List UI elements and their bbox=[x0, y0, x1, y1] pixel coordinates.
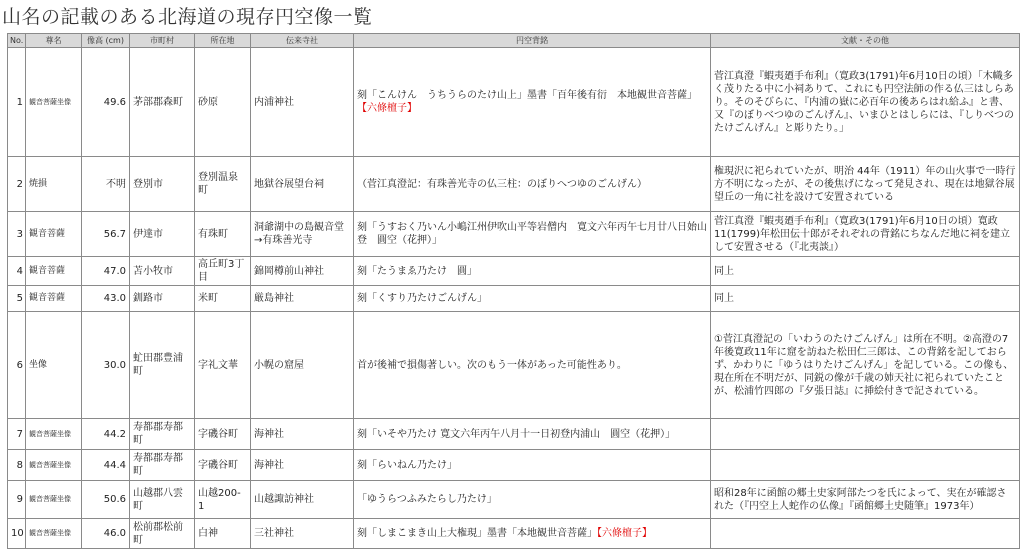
table-row bbox=[8, 48, 1020, 157]
row-place: 登別温泉町 bbox=[195, 157, 251, 212]
row-no: 7 bbox=[8, 419, 26, 450]
row-height: 不明 bbox=[82, 157, 130, 212]
row-notes: 菅江真澄『蝦夷廼手布利』（寛政3(1791)年6月10日の頃）寛政11(1799)年松田伝十郎がそれぞれの背銘にちなんだ地に祠を建立して安置させる（『北夷談』） bbox=[711, 212, 1020, 257]
row-name: 観音菩薩坐像 bbox=[26, 519, 82, 549]
row-name: 観音菩薩坐像 bbox=[26, 419, 82, 450]
row-shrine: 内浦神社 bbox=[251, 48, 354, 157]
row-notes: 同上 bbox=[711, 257, 1020, 286]
row-place: 米町 bbox=[195, 286, 251, 312]
row-place: 字磯谷町 bbox=[195, 450, 251, 481]
row-inscription bbox=[354, 450, 711, 481]
row-inscription bbox=[354, 48, 711, 157]
row-place: 字磯谷町 bbox=[195, 419, 251, 450]
row-name: 観音菩薩坐像 bbox=[26, 481, 82, 519]
row-inscription bbox=[354, 212, 711, 257]
row-place: 字礼文華 bbox=[195, 312, 251, 419]
row-no: 10 bbox=[8, 519, 26, 549]
row-notes bbox=[711, 519, 1020, 549]
row-inscription bbox=[354, 157, 711, 212]
row-shrine: 海神社 bbox=[251, 450, 354, 481]
row-city: 登別市 bbox=[130, 157, 195, 212]
row-shrine: 三社神社 bbox=[251, 519, 354, 549]
inscription-text: 刻「らいねん乃たけ」 bbox=[357, 459, 457, 471]
table-row bbox=[8, 481, 1020, 519]
row-place: 山越200-1 bbox=[195, 481, 251, 519]
row-inscription bbox=[354, 286, 711, 312]
row-name: 観音菩薩 bbox=[26, 286, 82, 312]
row-height: 49.6 bbox=[82, 48, 130, 157]
header-place: 所在地 bbox=[195, 34, 251, 48]
row-no: 6 bbox=[8, 312, 26, 419]
row-notes: 権現沢に祀られていたが、明治 44年（1911）年の山火事で一時行方不明になったが、その後焦げになって発見され、現在は地獄谷展望丘の一角に社を設けて安置されている bbox=[711, 157, 1020, 212]
header-inscription: 円空背銘 bbox=[354, 34, 711, 48]
inscription-text: 首が後補で損傷著しい。次のもう一体があった可能性あり。 bbox=[357, 359, 627, 371]
row-no: 8 bbox=[8, 450, 26, 481]
row-city: 山越郡八雲町 bbox=[130, 481, 195, 519]
row-name: 焼損 bbox=[26, 157, 82, 212]
inscription-red-text: 【六條檀子】 bbox=[357, 103, 417, 114]
row-place: 砂原 bbox=[195, 48, 251, 157]
table-row bbox=[8, 257, 1020, 286]
row-notes: 昭和28年に函館の郷土史家阿部たつを氏によって、実在が確認された（『円空上人蛇作の仏像』『函館郷土史随筆』1973年） bbox=[711, 481, 1020, 519]
row-notes bbox=[711, 419, 1020, 450]
row-no: 3 bbox=[8, 212, 26, 257]
table-row bbox=[8, 450, 1020, 481]
inscription-text: （菅江真澄記：有珠善光寺の仏三柱：のぼりへつゆのごんげん） bbox=[357, 178, 647, 190]
inscription-text: 刻「くすり乃たけごんげん」 bbox=[357, 293, 487, 304]
row-inscription bbox=[354, 519, 711, 549]
row-city: 寿都郡寿都町 bbox=[130, 450, 195, 481]
row-shrine: 地獄谷展望台祠 bbox=[251, 157, 354, 212]
row-name: 観音菩薩 bbox=[26, 257, 82, 286]
row-inscription bbox=[354, 257, 711, 286]
row-city: 釧路市 bbox=[130, 286, 195, 312]
row-shrine: 洞爺湖中の島観音堂→有珠善光寺 bbox=[251, 212, 354, 257]
row-shrine: 小幌の窟屋 bbox=[251, 312, 354, 419]
inscription-red-text: 【六條檀子】 bbox=[597, 528, 652, 539]
row-height: 56.7 bbox=[82, 212, 130, 257]
row-notes: ①菅江真澄記の「いわうのたけごんげん」は所在不明。②高澄の7年後寛政11年に窟を訪ねた松田仁三郎は、この背銘を記しておらず、かわりに「ゆうはりたけごんげん」を記している。この像も、現在所在不明だが、同鋭の像が千歳の姉天社に祀られていたことが、松浦竹四郎の『夕張日誌』に挿絵付きで記されている。 bbox=[711, 312, 1020, 419]
row-no: 1 bbox=[8, 48, 26, 157]
row-height: 50.6 bbox=[82, 481, 130, 519]
row-inscription bbox=[354, 481, 711, 519]
row-height: 43.0 bbox=[82, 286, 130, 312]
row-no: 2 bbox=[8, 157, 26, 212]
table-row bbox=[8, 212, 1020, 257]
row-notes: 同上 bbox=[711, 286, 1020, 312]
row-no: 9 bbox=[8, 481, 26, 519]
page-title: 山名の記載のある北海道の現存円空像一覧 bbox=[2, 6, 373, 28]
header-city: 市町村 bbox=[130, 34, 195, 48]
header-row bbox=[8, 34, 1020, 48]
row-name: 観音菩薩 bbox=[26, 212, 82, 257]
row-height: 46.0 bbox=[82, 519, 130, 549]
row-name: 坐像 bbox=[26, 312, 82, 419]
header-no: No. bbox=[8, 34, 26, 48]
table-row bbox=[8, 519, 1020, 549]
row-place: 白神 bbox=[195, 519, 251, 549]
row-notes: 菅江真澄『蝦夷廼手布利』（寛政3(1791)年6月10日の頃）「木幟多く茂りたる中に小祠ありて、これにも円空法師の作る仏三はしらあり。そのそびらに、『内浦の嶽に必百年の後あらはれ給ふ』と書、又『のぼりべつゆのごんげん』、いまひとはしらには、『しりべつのたけごんげん』と彫りたり。」 bbox=[711, 48, 1020, 157]
enku-statue-table bbox=[7, 33, 1020, 549]
row-shrine: 錦岡樽前山神社 bbox=[251, 257, 354, 286]
inscription-text: 刻「しまこまき山上大権現」墨書「本地観世音菩薩」 bbox=[357, 528, 597, 539]
row-height: 30.0 bbox=[82, 312, 130, 419]
row-place: 高丘町3丁目 bbox=[195, 257, 251, 286]
row-no: 4 bbox=[8, 257, 26, 286]
row-city: 虻田郡豊浦町 bbox=[130, 312, 195, 419]
row-name: 観音菩薩坐像 bbox=[26, 450, 82, 481]
table-row bbox=[8, 312, 1020, 419]
header-notes: 文献・その他 bbox=[711, 34, 1020, 48]
inscription-text: 刻「こんけん うちうらのたけ山上」墨書「百年後有衍 本地観世音菩薩」 bbox=[357, 90, 697, 101]
row-notes bbox=[711, 450, 1020, 481]
row-inscription bbox=[354, 312, 711, 419]
row-city: 茅部郡森町 bbox=[130, 48, 195, 157]
row-shrine: 厳島神社 bbox=[251, 286, 354, 312]
row-height: 44.4 bbox=[82, 450, 130, 481]
table-row bbox=[8, 157, 1020, 212]
row-city: 寿都郡寿都町 bbox=[130, 419, 195, 450]
row-inscription bbox=[354, 419, 711, 450]
inscription-text: 刻「いそや乃たけ 寛文六年丙午八月十一日初登内浦山 圓空（花押）」 bbox=[357, 428, 676, 440]
row-city: 苫小牧市 bbox=[130, 257, 195, 286]
table-row bbox=[8, 419, 1020, 450]
row-city: 伊達市 bbox=[130, 212, 195, 257]
inscription-text: 「ゆうらつふみたらし乃たけ」 bbox=[357, 494, 497, 505]
row-height: 47.0 bbox=[82, 257, 130, 286]
table-row bbox=[8, 286, 1020, 312]
row-city: 松前郡松前町 bbox=[130, 519, 195, 549]
row-height: 44.2 bbox=[82, 419, 130, 450]
row-no: 5 bbox=[8, 286, 26, 312]
row-shrine: 海神社 bbox=[251, 419, 354, 450]
header-shrine: 伝来寺社 bbox=[251, 34, 354, 48]
inscription-text: 刻「うすおく乃いん小嶋江州伊吹山平等岩僧内 寛文六年丙午七月廿八日始山登 圓空（花押）」 bbox=[357, 222, 707, 246]
inscription-text: 刻「たうまゑ乃たけ 圓」 bbox=[357, 265, 477, 277]
row-name: 観音菩薩坐像 bbox=[26, 48, 82, 157]
header-height: 像高 (cm) bbox=[82, 34, 130, 48]
row-place: 有珠町 bbox=[195, 212, 251, 257]
row-shrine: 山越諏訪神社 bbox=[251, 481, 354, 519]
header-name: 尊名 bbox=[26, 34, 82, 48]
